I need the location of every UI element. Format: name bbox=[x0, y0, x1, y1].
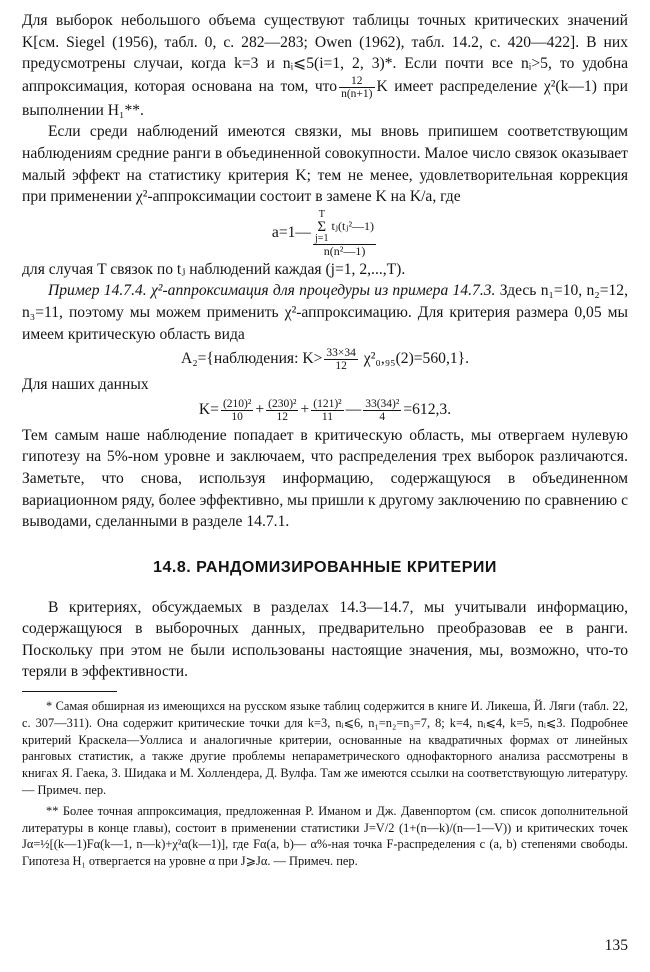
fraction-12-over-n: $\frac{12}{n(n+1)}$ bbox=[341, 74, 373, 100]
formula-K-value: K= $\frac{\text{(210)²}}{10}$ + $\frac{\text{(230)²}}{12}$ + $\frac{\text{(121)²}}{11}$ — $\frac{\text{33(34)²}}{4}$ =612,3. bbox=[198, 397, 452, 423]
formula-a-correction: a=1— T Σ j=1 tⱼ(tⱼ²—1) n(n²—1) bbox=[271, 208, 375, 258]
paragraph-3: для случая T связок по tⱼ наблюдений каждая (j=1, 2,...,T). bbox=[22, 260, 406, 278]
paragraph-1: Для выборок небольшого объема существуют таблицы точных критических значений K[см. Siegel (1956), табл. 0, с. 282—283; Owen (1962), табл. 14.2, с. 420—422]. В них предусмотрены случаи, когда k=3 и nᵢ⩽5(i=1, 2, 3)*. Если почти все nᵢ>5, то удобна аппроксимация, которая основана на том, что $\frac{12}{n(n+1)}$ K имеет распределение χ²(k—1) при выполнении H₁**. bbox=[22, 12, 628, 119]
paragraph-7: В критериях, обсуждаемых в разделах 14.3—14.7, мы учитывали информацию, содержащуюся в выборочных данных, предварительно преобразовав ее в ранги. Поскольку при этом не были использованы настоящие значения, мы, возможно, что-то теряли в эффективности. bbox=[22, 598, 628, 681]
section-heading: 14.8. РАНДОМИЗИРОВАННЫЕ КРИТЕРИИ bbox=[153, 558, 497, 576]
formula-critical-region: A₂={наблюдения: K> $\frac{33\times 34}{12}$ χ²₀,₉₅(2)=560,1}. bbox=[180, 347, 470, 373]
page-content bbox=[22, 10, 628, 870]
footnote-divider bbox=[22, 691, 117, 692]
paragraph-2: Если среди наблюдений имеются связки, мы вновь припишем соответствующим наблюдениям средние ранги в объединенной совокупности. Малое число связок оказывает малый эффект на статистику критерия K; тем не менее, удовлетворительная коррекция при применении χ²-аппроксимации состоит в замене K на K/a, где bbox=[22, 123, 628, 206]
footnote-2: ** Более точная аппроксимация, предложенная Р. Иманом и Дж. Давенпортом (см. список дополнительной литературы в конце главы), состоит в применении статистики J=V/2 (1+(n—k)/(n—1—V)) и критических точек Jα=½[(k—1)Fα(k—1, n—k)+χ²α(k—1)], где Fα(a, b)— α%-ная точка F-распределения с (a, b) степенями свободы. Гипотеза H₁ отвергается на уровне α при J⩾Jα. — Примеч. пер. bbox=[22, 803, 628, 869]
paragraph-5: Для наших данных bbox=[22, 376, 149, 394]
page-number: 135 bbox=[604, 937, 628, 954]
paragraph-example: Пример 14.7.4. χ²-аппроксимация для процедуры из примера 14.7.3. Здесь n₁=10, n₂=12, n₃=11, поэтому мы можем применить χ²-аппроксимацию. Для критерия размера 0,05 мы имеем критическую область вида bbox=[22, 282, 628, 343]
paragraph-6: Тем самым наше наблюдение попадает в критическую область, мы отвергаем нулевую гипотезу на 5%-ном уровне и заключаем, что распределения трех выборок различаются. Заметьте, что снова, используя информацию, содержащуюся в объединенном вариационном ряду, более эффективно, мы пришли к другому заключению по сравнению с выводами, сделанными в разделе 14.7.1. bbox=[22, 426, 628, 531]
footnote-1: * Самая обширная из имеющихся на русском языке таблиц содержится в книге И. Ликеша, Й. Ляги (табл. 22, с. 307—311). Она содержит критические точки для k=3, nᵢ⩽6, n₁=n₂=n₃=7, 8; k=4, nᵢ⩽4, k=5, nᵢ⩽3. Подробнее критерий Краскела—Уоллиса и аналогичные критерии, основанные на квадратичных формах от линейных ранговых статистик, а также другие проблемы непараметрического однофакторного анализа рассмотрены в книгах Я. Гаека, З. Шидака и М. Холлендера, Д. Вулфа. Там же имеются ссылки на соответствующую литературу. — Примеч. пер. bbox=[22, 699, 628, 798]
